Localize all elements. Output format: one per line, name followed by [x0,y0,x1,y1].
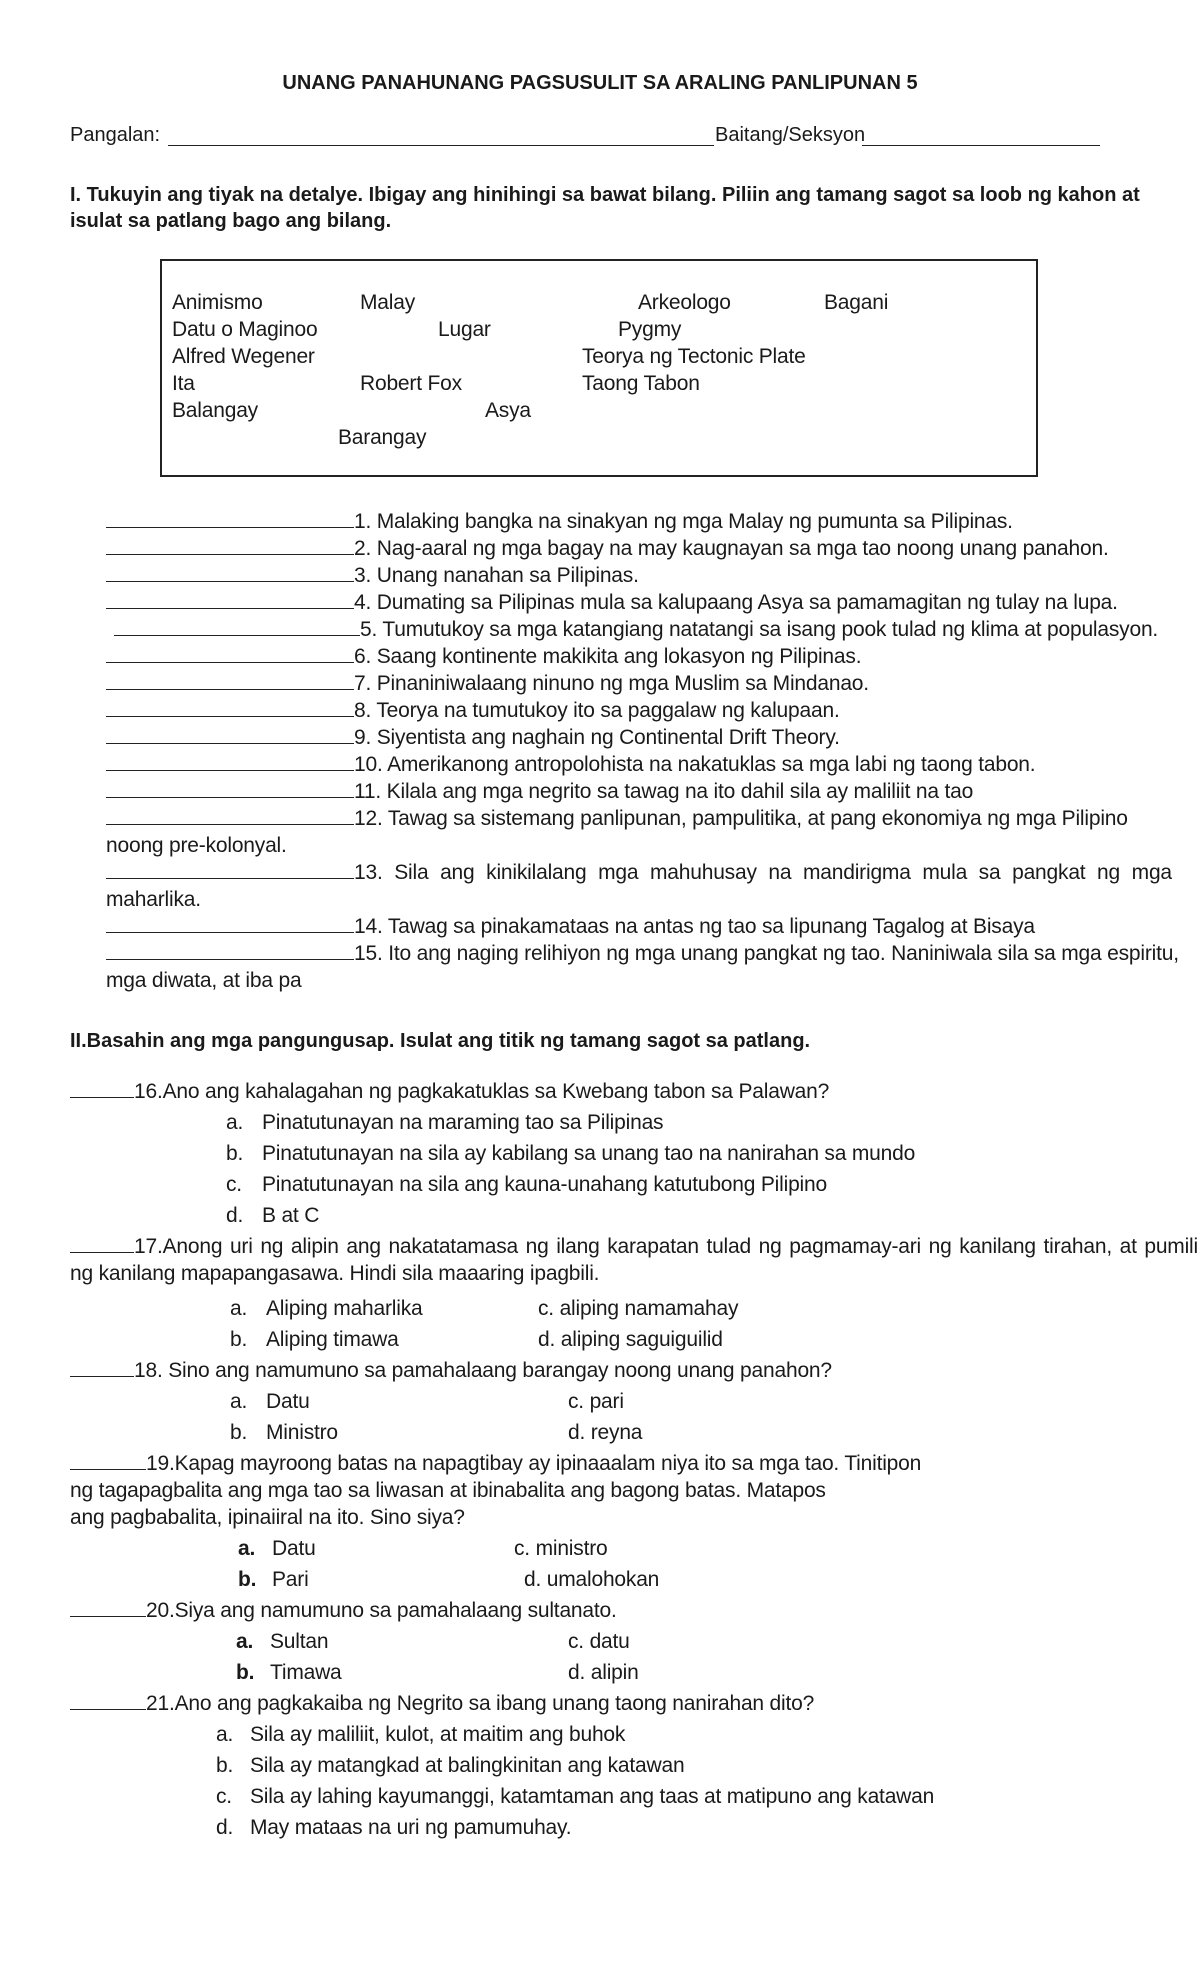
answer-blank-12[interactable] [106,808,354,825]
question-16: 16.Ano ang kahalagahan ng pagkakatuklas sa Kwebang tabon sa Palawan? [70,1080,829,1104]
q20-choice-b[interactable]: b. Timawa [236,1661,342,1684]
q16-choice-b[interactable]: b. Pinatutunayan na sila ay kabilang sa unang tao na nanirahan sa mundo [226,1142,916,1165]
word-bank-item: Lugar [438,318,491,341]
identification-item-13: 13. Sila ang kinikilalang mga mahuhusay na mandirigma mula sa pangkat ng mga [106,861,1138,885]
question-19-line3: ang pagbabalita, ipinaiiral na ito. Sino siya? [70,1506,465,1529]
identification-item-15: 15. Ito ang naging relihiyon ng mga unang pangkat ng tao. Naniniwala sila sa mga espiritu, [106,942,1179,966]
answer-blank-14[interactable] [106,916,354,933]
q19-choice-a[interactable]: a. Datu [238,1537,316,1560]
answer-blank-8[interactable] [106,700,354,717]
answer-blank-13[interactable] [106,862,354,879]
q18-choice-a[interactable]: a. Datu [230,1390,310,1413]
word-bank-item: Barangay [338,426,427,449]
word-bank-item: Animismo [172,291,263,314]
identification-item-2: 2. Nag-aaral ng mga bagay na may kaugnayan sa mga tao noong unang panahon. [106,537,1109,561]
answer-blank-16[interactable] [70,1081,134,1098]
q17-choice-c[interactable]: c. aliping namamahay [538,1297,739,1320]
q20-choice-a[interactable]: a. Sultan [236,1630,329,1653]
word-bank-item: Alfred Wegener [172,345,315,368]
section-field[interactable] [862,129,1100,146]
word-bank-item: Pygmy [618,318,682,341]
q16-choice-a[interactable]: a. Pinatutunayan na maraming tao sa Pilipinas [226,1111,664,1134]
answer-blank-3[interactable] [106,565,354,582]
word-bank-item: Balangay [172,399,258,422]
word-bank-item: Asya [485,399,531,422]
answer-blank-10[interactable] [106,754,354,771]
question-21: 21.Ano ang pagkakaiba ng Negrito sa ibang unang taong nanirahan dito? [70,1692,814,1716]
question-18: 18. Sino ang namumuno sa pamahalaang barangay noong unang panahon? [70,1359,832,1383]
q16-choice-d[interactable]: d. B at C [226,1204,320,1227]
q19-choice-b[interactable]: b. Pari [238,1568,309,1591]
part1-instruction-line1: I. Tukuyin ang tiyak na detalye. Ibigay ang hinihingi sa bawat bilang. Piliin ang tamang sagot sa loob ng kahon at [70,184,1140,206]
part1-instruction-line2: isulat sa patlang bago ang bilang. [70,210,392,232]
exam-title: UNANG PANAHUNANG PAGSUSULIT SA ARALING PANLIPUNAN 5 [282,72,918,94]
answer-blank-19[interactable] [70,1453,146,1470]
q21-choice-a[interactable]: a. Sila ay maliliit, kulot, at maitim ang buhok [216,1723,626,1746]
identification-item-7: 7. Pinaniniwalaang ninuno ng mga Muslim sa Mindanao. [106,672,869,696]
q21-choice-d[interactable]: d. May mataas na uri ng pamumuhay. [216,1816,572,1839]
q18-choice-d[interactable]: d. reyna [568,1421,643,1444]
q18-choice-b[interactable]: b. Ministro [230,1421,338,1444]
q19-choice-c[interactable]: c. ministro [514,1537,608,1560]
q21-choice-c[interactable]: c. Sila ay lahing kayumanggi, katamtaman ang taas at matipuno ang katawan [216,1785,935,1808]
word-bank-item: Taong Tabon [582,372,700,395]
q21-choice-b[interactable]: b. Sila ay matangkad at balingkinitan ang katawan [216,1754,685,1777]
answer-blank-18[interactable] [70,1360,134,1377]
answer-blank-5[interactable] [114,619,360,636]
identification-item-14: 14. Tawag sa pinakamataas na antas ng tao sa lipunang Tagalog at Bisaya [106,915,1035,939]
question-19: 19.Kapag mayroong batas na napagtibay ay ipinaaalam niya ito sa mga tao. Tinitipon [70,1452,921,1476]
identification-item-13-continued: maharlika. [106,888,201,911]
q18-choice-c[interactable]: c. pari [568,1390,624,1413]
word-bank-item: Arkeologo [638,291,731,314]
identification-item-3: 3. Unang nanahan sa Pilipinas. [106,564,639,588]
identification-item-12-continued: noong pre-kolonyal. [106,834,287,857]
identification-item-15-continued: mga diwata, at iba pa [106,969,302,992]
name-label: Pangalan: [70,124,161,146]
identification-item-9: 9. Siyentista ang naghain ng Continental Drift Theory. [106,726,840,750]
identification-item-6: 6. Saang kontinente makikita ang lokasyon ng Pilipinas. [106,645,861,669]
word-bank-item: Bagani [824,291,889,314]
word-bank-item: Datu o Maginoo [172,318,318,341]
section-label: Baitang/Seksyon [715,124,866,146]
answer-blank-21[interactable] [70,1693,146,1710]
answer-blank-11[interactable] [106,781,354,798]
answer-blank-20[interactable] [70,1600,146,1617]
identification-item-12: 12. Tawag sa sistemang panlipunan, pampulitika, at pang ekonomiya ng mga Pilipino [106,807,1128,831]
name-field[interactable] [168,129,714,146]
answer-blank-2[interactable] [106,538,354,555]
word-bank-item: Malay [360,291,416,314]
q19-choice-d[interactable]: d. umalohokan [524,1568,660,1591]
answer-blank-17[interactable] [70,1236,134,1253]
q17-choice-b[interactable]: b. Aliping timawa [230,1328,399,1351]
identification-item-8: 8. Teorya na tumutukoy ito sa paggalaw ng kalupaan. [106,699,840,723]
q17-choice-d[interactable]: d. aliping saguiguilid [538,1328,723,1351]
identification-item-1: 1. Malaking bangka na sinakyan ng mga Malay ng pumunta sa Pilipinas. [106,510,1013,534]
answer-blank-6[interactable] [106,646,354,663]
answer-blank-15[interactable] [106,943,354,960]
answer-blank-7[interactable] [106,673,354,690]
answer-blank-9[interactable] [106,727,354,744]
q20-choice-c[interactable]: c. datu [568,1630,630,1653]
part2-instruction: II.Basahin ang mga pangungusap. Isulat ang titik ng tamang sagot sa patlang. [70,1030,811,1052]
q20-choice-d[interactable]: d. alipin [568,1661,639,1684]
question-20: 20.Siya ang namumuno sa pamahalaang sultanato. [70,1599,617,1623]
word-bank-item: Ita [172,372,195,395]
question-19-line2: ng tagapagbalita ang mga tao sa liwasan at ibinabalita ang bagong batas. Matapos [70,1479,826,1502]
word-bank-item: Robert Fox [360,372,462,395]
question-17-line2: ng kanilang mapapangasawa. Hindi sila maaaring ipagbili. [70,1262,600,1285]
word-bank-item: Teorya ng Tectonic Plate [582,345,806,368]
identification-item-10: 10. Amerikanong antropolohista na nakatuklas sa mga labi ng taong tabon. [106,753,1035,777]
q17-choice-a[interactable]: a. Aliping maharlika [230,1297,423,1320]
q16-choice-c[interactable]: c. Pinatutunayan na sila ang kauna-unahang katutubong Pilipino [226,1173,827,1196]
identification-item-5: 5. Tumutukoy sa mga katangiang natatangi sa isang pook tulad ng klima at populasyon. [114,618,1158,642]
answer-blank-1[interactable] [106,511,354,528]
answer-blank-4[interactable] [106,592,354,609]
identification-item-11: 11. Kilala ang mga negrito sa tawag na ito dahil sila ay maliliit na tao [106,780,973,804]
identification-item-4: 4. Dumating sa Pilipinas mula sa kalupaang Asya sa pamamagitan ng tulay na lupa. [106,591,1118,615]
question-17: 17.Anong uri ng alipin ang nakatatamasa ng ilang karapatan tulad ng pagmamay-ari ng kanilang tirahan, at pumili [70,1235,1198,1259]
